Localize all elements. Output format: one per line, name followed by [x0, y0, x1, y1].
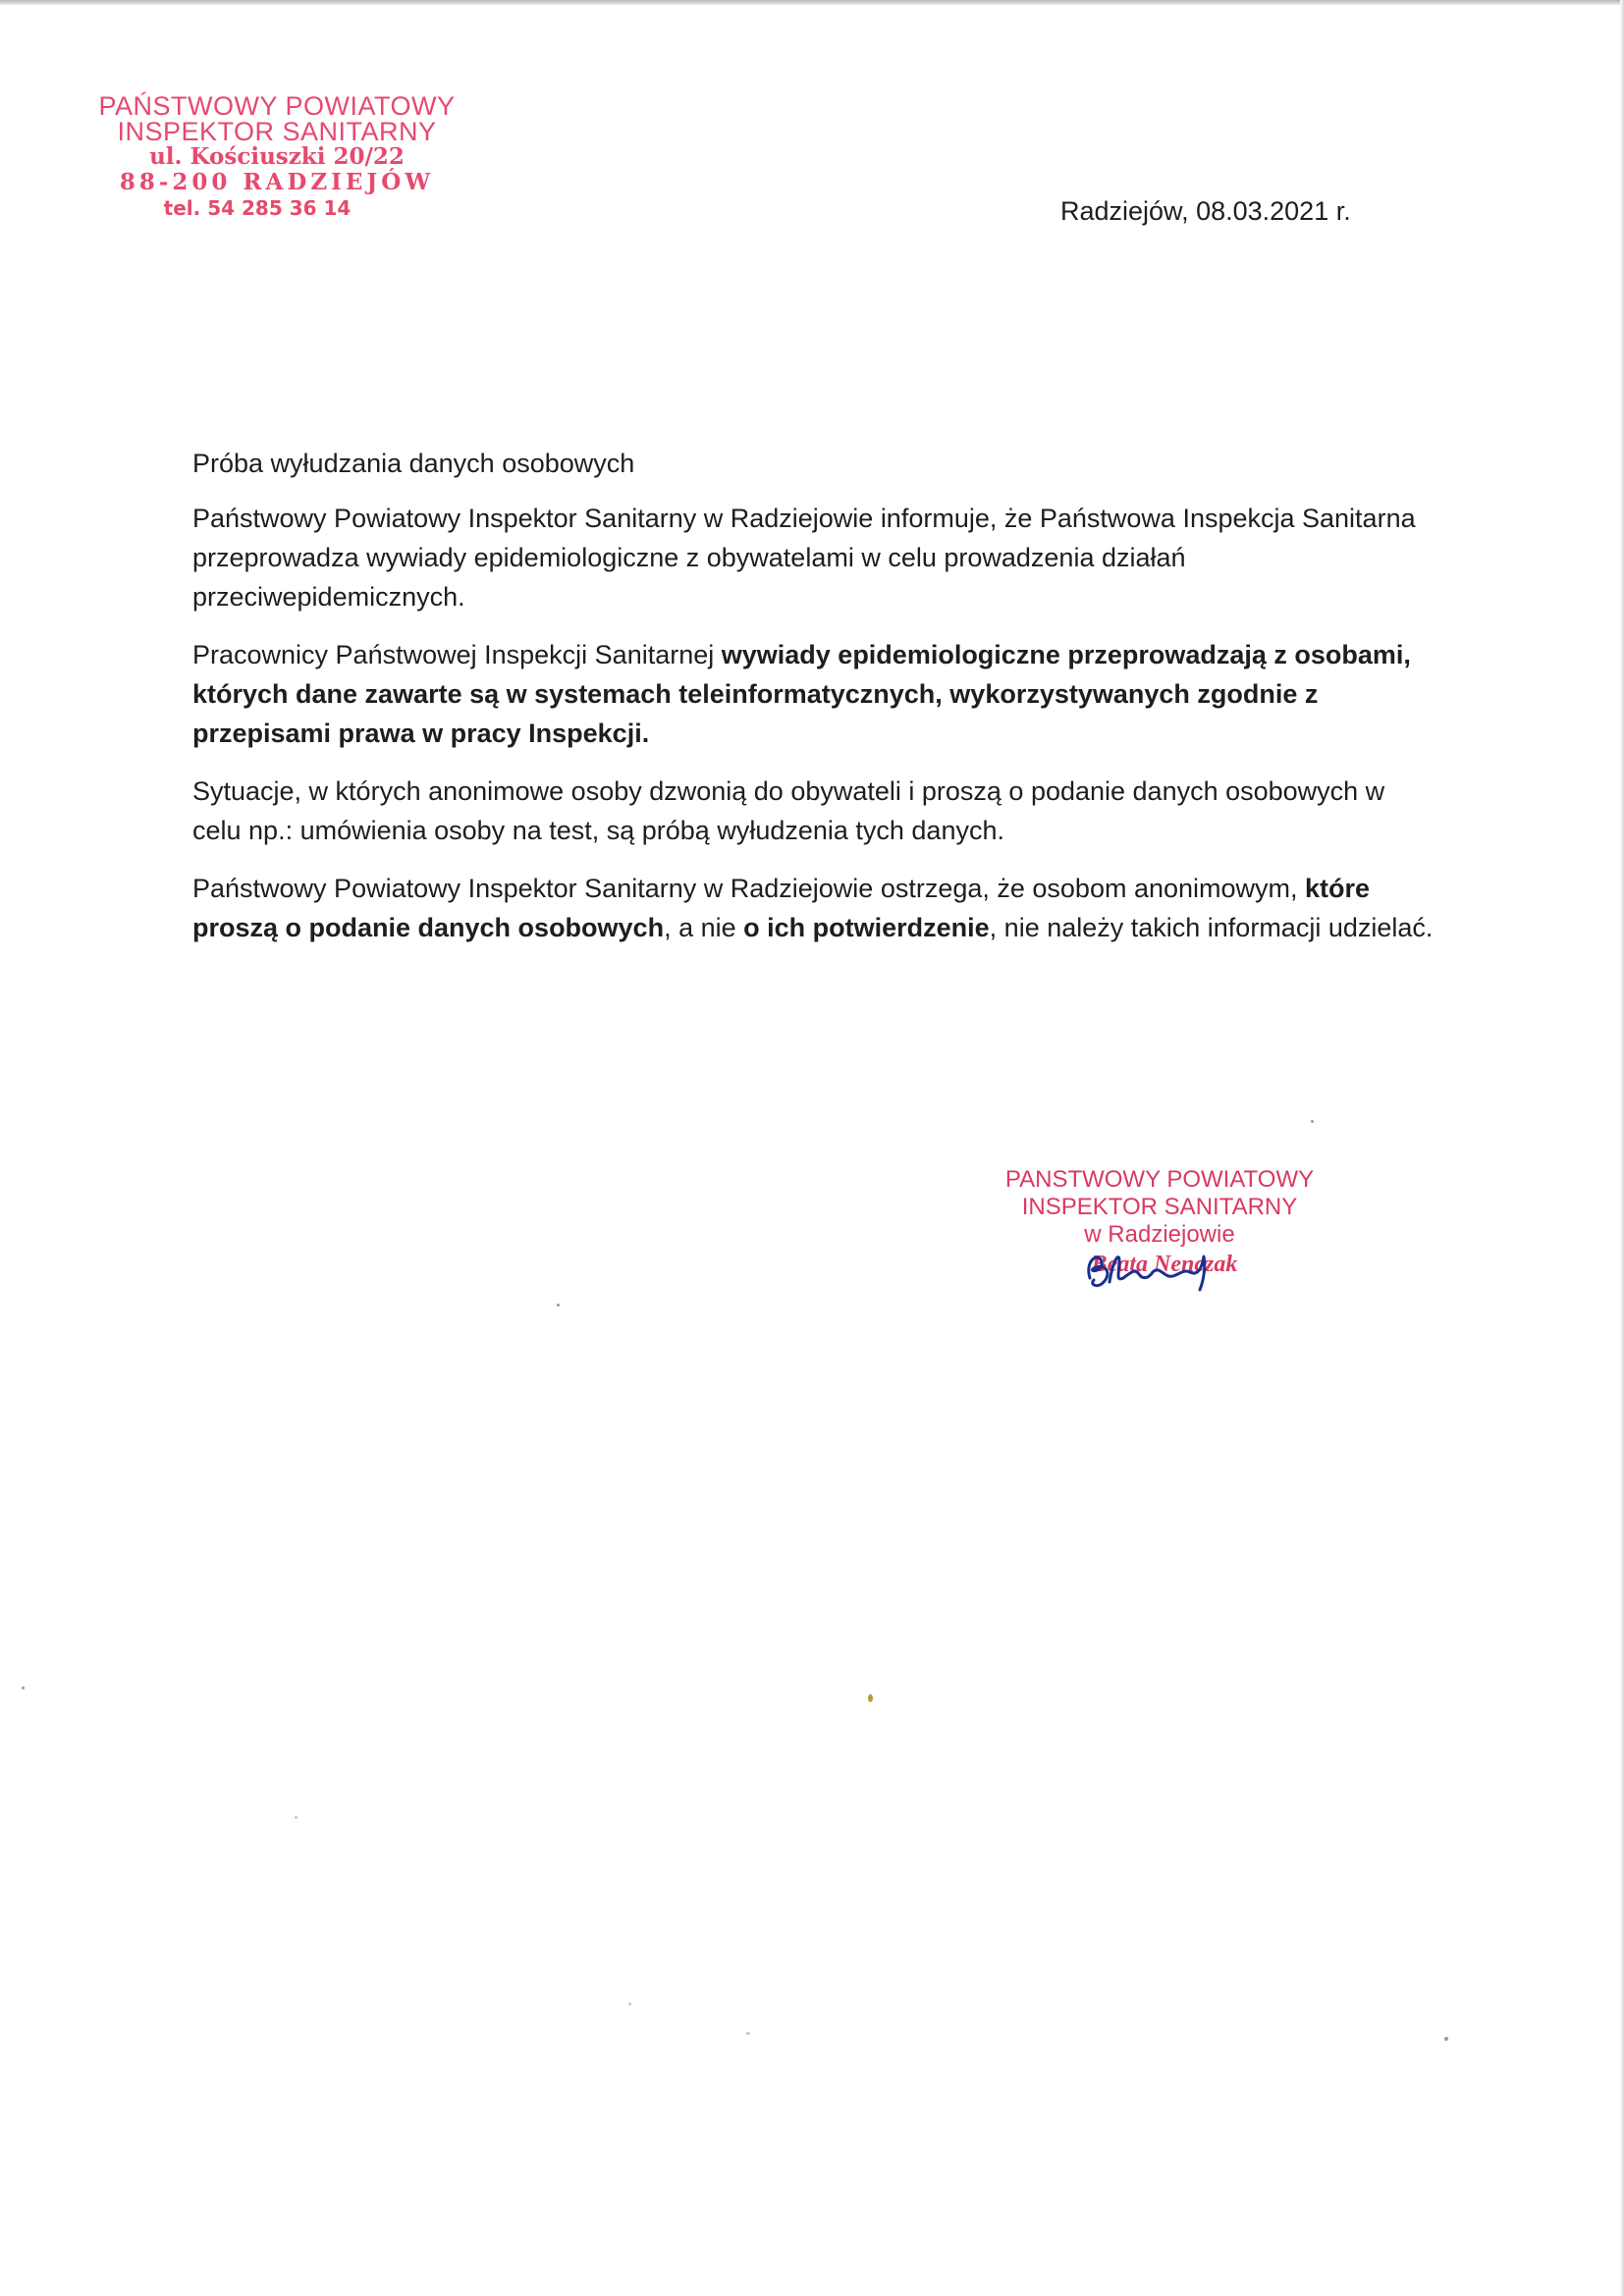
- paragraph-3: Sytuacje, w których anonimowe osoby dzwonią do obywateli i proszą o podanie danych osobowych w celu np.: umówienia osoby na test, są próbą wyłudzenia tych danych.: [192, 776, 1385, 845]
- scan-speck: [1311, 1120, 1314, 1123]
- signature-stamp-name: Beata Nenczak: [1091, 1252, 1238, 1277]
- signature-stamp-line-2: INSPEKTOR SANITARNY: [1021, 1194, 1298, 1220]
- scan-speck: [746, 2032, 750, 2035]
- scan-speck: [628, 2002, 631, 2005]
- paragraph-4-bold-1: które proszą o podanie danych osobowych: [192, 874, 1371, 942]
- paragraph-4: [192, 869, 1439, 947]
- scan-edge-right: [1620, 0, 1624, 2296]
- paragraph-2-intro: Pracownicy Państwowej Inspekcji Sanitarnej: [192, 640, 722, 669]
- paragraph-2: [192, 635, 1439, 753]
- header-stamp-address: ul. Kościuszki 20/22: [149, 143, 405, 170]
- letter-subject: Próba wyłudzania danych osobowych: [192, 449, 635, 478]
- header-stamp-phone: tel. 54 285 36 14: [163, 196, 352, 220]
- header-stamp: [81, 93, 473, 221]
- header-stamp-line-2: INSPEKTOR SANITARNY: [117, 117, 437, 146]
- document-date: Radziejów, 08.03.2021 r.: [1060, 196, 1351, 226]
- signature-stamp-line-3: w Radziejowie: [1084, 1221, 1235, 1248]
- scan-speck: [557, 1304, 560, 1307]
- scan-speck: [868, 1694, 873, 1702]
- scan-edge-top: [0, 0, 1624, 5]
- scan-speck: [22, 1686, 25, 1689]
- scan-speck: [295, 1816, 298, 1819]
- scan-speck: [1444, 2037, 1448, 2041]
- signature-stamp-line-1: PANSTWOWY POWIATOWY: [1004, 1166, 1315, 1193]
- paragraph-2-bold: wywiady epidemiologiczne przeprowadzają z osobami, których dane zawarte są w systemach teleinformatycznych, wykorzystywanych zgodnie z przepisami prawa w pracy Inspekcji.: [192, 640, 1411, 748]
- paragraph-1: Państwowy Powiatowy Inspektor Sanitarny w Radziejowie informuje, że Państwowa Inspekcja Sanitarna przeprowadza wywiady epidemiologiczne z obywatelami w celu prowadzenia działań przeciwepidemicznych.: [192, 504, 1416, 612]
- paragraph-4-bold-2: o ich potwierdzenie: [743, 913, 990, 942]
- header-stamp-city: 88-200 RADZIEJÓW: [119, 169, 435, 195]
- paragraph-4-part-3: , nie należy takich informacji udzielać.: [989, 913, 1434, 942]
- paragraph-4-part-1: Państwowy Powiatowy Inspektor Sanitarny w Radziejowie ostrzega, że osobom anonimowym,: [192, 874, 1306, 903]
- letter-body: [192, 444, 1439, 966]
- paragraph-4-part-2: , a nie: [664, 913, 744, 942]
- header-stamp-line-1: PAŃSTWOWY POWIATOWY: [98, 91, 456, 121]
- handwritten-signature: [1080, 1239, 1237, 1298]
